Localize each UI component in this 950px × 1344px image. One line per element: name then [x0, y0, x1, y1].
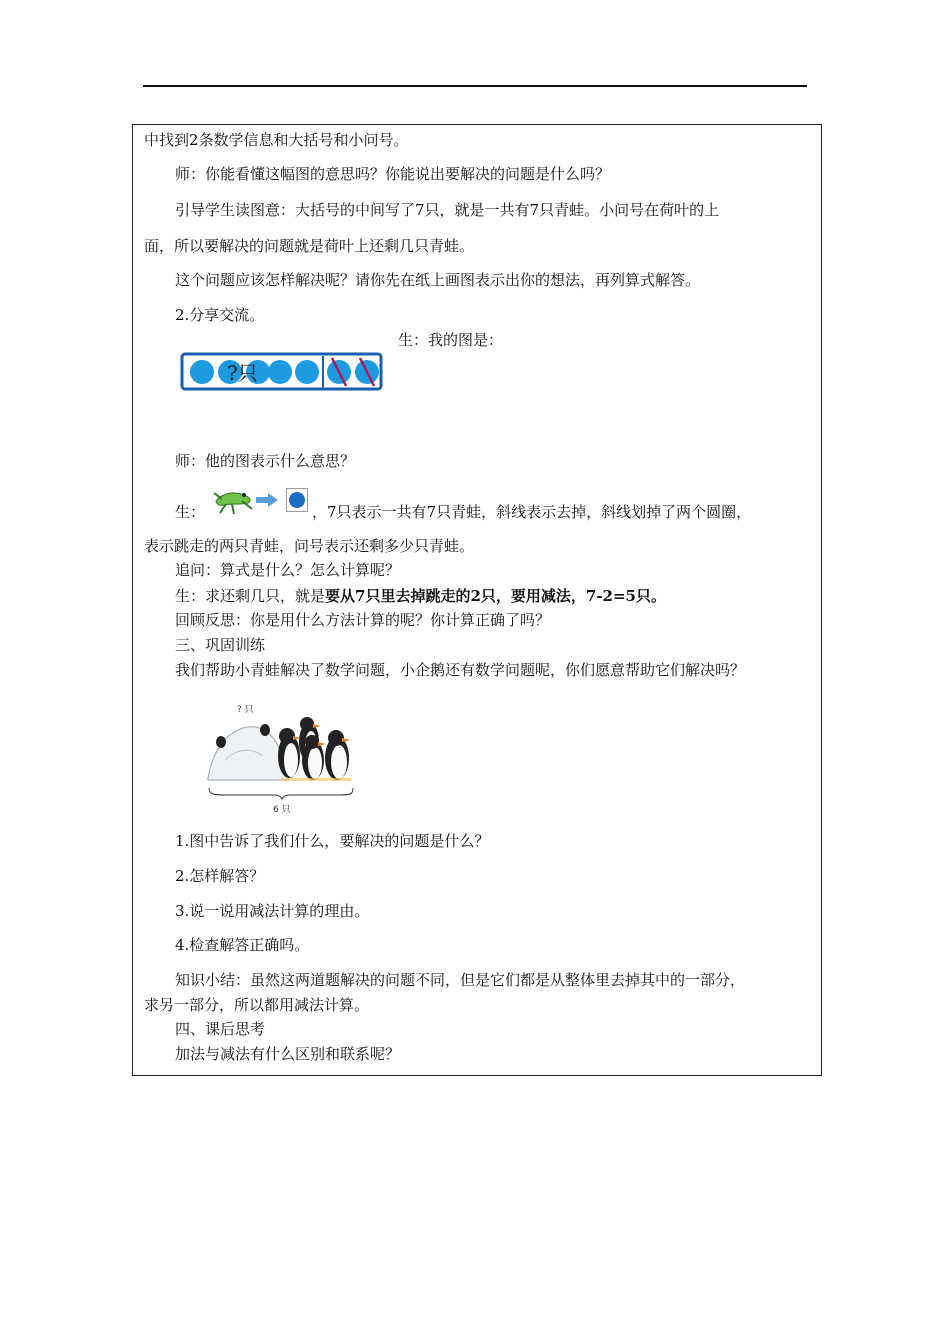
text-line: 生：我的图是：: [398, 331, 504, 349]
section-heading: 三、巩固训练: [175, 636, 266, 654]
penguin: [325, 730, 351, 780]
penguin-total-label: 6 只: [273, 805, 291, 815]
penguin: [278, 728, 301, 778]
question-item: 3.说一说用减法计算的理由。: [175, 902, 370, 920]
penguin: [302, 735, 326, 780]
text-line: 回顾反思：你是用什么方法计算的呢？你计算正确了吗？: [175, 611, 551, 629]
section-heading: 四、课后思考: [175, 1020, 266, 1038]
text-line: 生：: [175, 503, 206, 521]
text-line: 追问：算式是什么？怎么计算呢？: [175, 561, 401, 579]
text-line: 2.分享交流。: [175, 306, 265, 324]
text-line: 中找到2条数学信息和大括号和小问号。: [144, 131, 409, 149]
text-line: 求另一部分，所以都用减法计算。: [144, 996, 370, 1014]
text-line: 师：他的图表示什么意思？: [175, 452, 356, 470]
header-rule: [143, 85, 807, 87]
blue-circle-icon: [286, 488, 308, 512]
circle-diagram: [180, 352, 384, 392]
frog-icon: [212, 483, 256, 515]
answer-intro: 生：求还剩几只，就是: [175, 587, 326, 605]
text-line: 知识小结：虽然这两道题解决的问题不同，但是它们都是从整体里去掉其中的一部分，: [175, 971, 746, 989]
diagram-label: ?只: [227, 361, 258, 385]
text-line: ，7只表示一共有7只青蛙，斜线表示去掉，斜线划掉了两个圆圈，: [312, 503, 752, 521]
arrow-right-icon: [256, 493, 278, 507]
text-line: 表示跳走的两只青蛙，问号表示还剩多少只青蛙。: [144, 537, 475, 555]
text-line: 引导学生读图意：大括号的中间写了7只，就是一共有7只青蛙。小问号在荷叶的上: [175, 201, 720, 219]
text-line: [175, 587, 666, 605]
penguin-question-label: ? 只: [237, 705, 254, 715]
question-item: 4.检查解答正确吗。: [175, 936, 310, 954]
answer-bold: 要从7只里去掉跳走的2只，要用减法，7-2=5只。: [325, 587, 666, 605]
text-line: 面，所以要解决的问题就是荷叶上还剩几只青蛙。: [144, 237, 475, 255]
text-line: 师：你能看懂这幅图的意思吗？你能说出要解决的问题是什么吗？: [175, 165, 611, 183]
question-item: 1.图中告诉了我们什么，要解决的问题是什么？: [175, 832, 490, 850]
penguin-illustration: [205, 700, 360, 818]
question-item: 2.怎样解答？: [175, 867, 265, 885]
text-line: 我们帮助小青蛙解决了数学问题，小企鹅还有数学问题呢，你们愿意帮助它们解决吗？: [175, 661, 746, 679]
text-line: 这个问题应该怎样解决呢？请你先在纸上画图表示出你的想法，再列算式解答。: [175, 271, 701, 289]
text-line: 加法与减法有什么区别和联系呢？: [175, 1045, 401, 1063]
